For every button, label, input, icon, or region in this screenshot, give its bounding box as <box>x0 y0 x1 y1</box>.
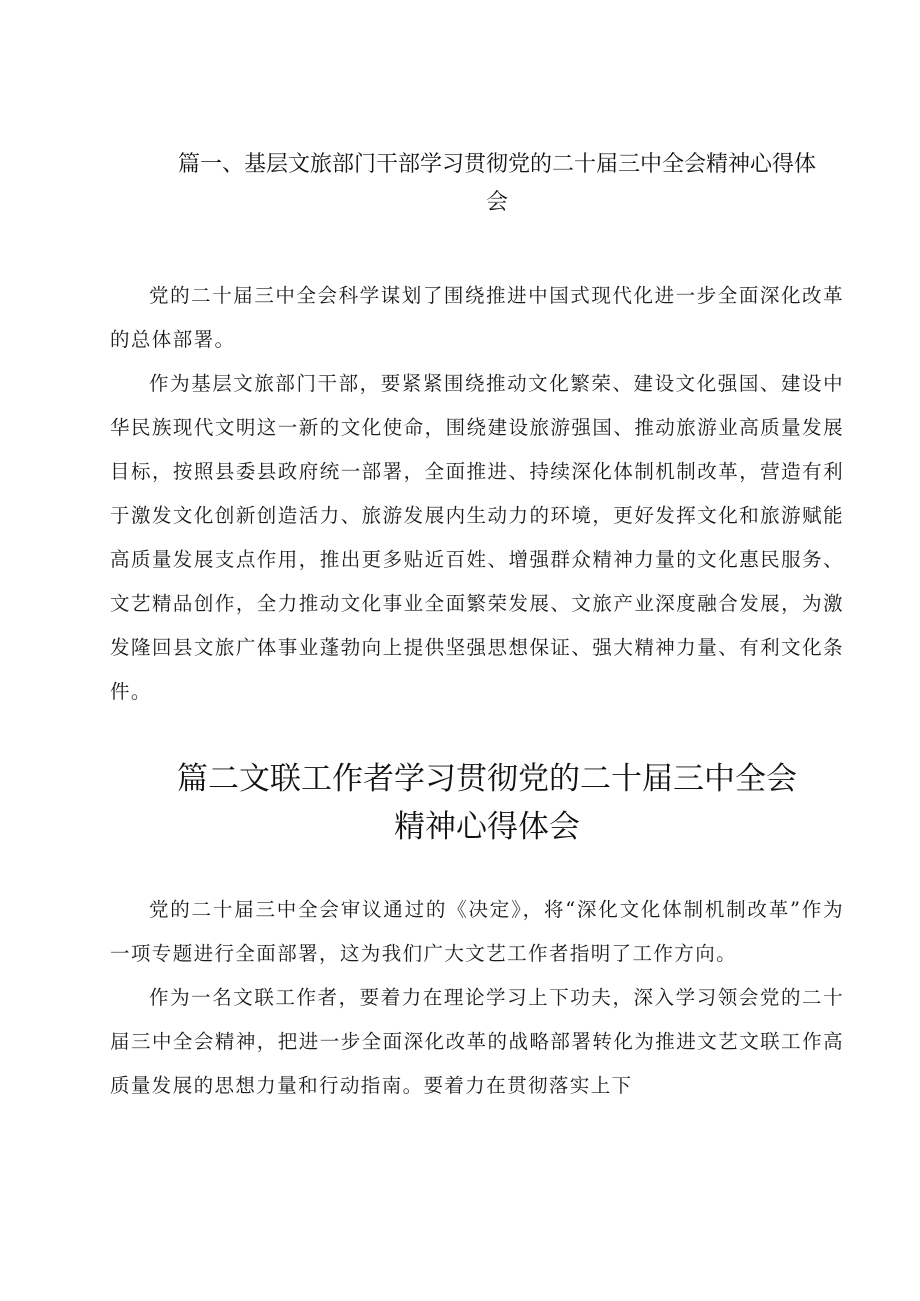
section-1-title-line-2: 会 <box>485 190 508 215</box>
section-2-body <box>110 888 844 1108</box>
section-2-title-line-2: 精神心得体会 <box>394 809 580 845</box>
section-1-heading <box>110 146 844 222</box>
section-1-body <box>110 274 844 714</box>
section-2-heading <box>110 755 844 851</box>
section-1-paragraph-2: 作为基层文旅部门干部，要紧紧围绕推动文化繁荣、建设文化强国、建设中华民族现代文明这一新的文化使命，围绕建设旅游强国、推动旅游业高质量发展目标，按照县委县政府统一部署，全面推进、持续深化体制机制改革，营造有利于激发文化创新创造活力、旅游发展内生动力的环境，更好发挥文化和旅游赋能高质量发展支点作用，推出更多贴近百姓、增强群众精神力量的文化惠民服务、文艺精品创作，全力推动文化事业全面繁荣发展、文旅产业深度融合发展，为激发隆回县文旅广体事业蓬勃向上提供坚强思想保证、强大精神力量、有利文化条件。 <box>110 372 844 703</box>
section-2-paragraph-1: 党的二十届三中全会审议通过的《决定》，将“深化文化体制机制改革”作为一项专题进行全面部署，这为我们广大文艺工作者指明了工作方向。 <box>110 898 844 965</box>
section-1-title <box>110 146 844 222</box>
section-1-title-line-1: 篇一、基层文旅部门干部学习贯彻党的二十届三中全会精神心得体 <box>177 152 816 177</box>
section-1-paragraph-1: 党的二十届三中全会科学谋划了围绕推进中国式现代化进一步全面深化改革的总体部署。 <box>110 284 844 351</box>
section-2-title <box>110 755 844 851</box>
section-2-paragraph-2: 作为一名文联工作者，要着力在理论学习上下功夫，深入学习领会党的二十届三中全会精神，把进一步全面深化改革的战略部署转化为推进文艺文联工作高质量发展的思想力量和行动指南。要着力在贯彻落实上下 <box>110 986 844 1097</box>
section-2-title-line-1: 篇二文联工作者学习贯彻党的二十届三中全会 <box>177 761 797 797</box>
